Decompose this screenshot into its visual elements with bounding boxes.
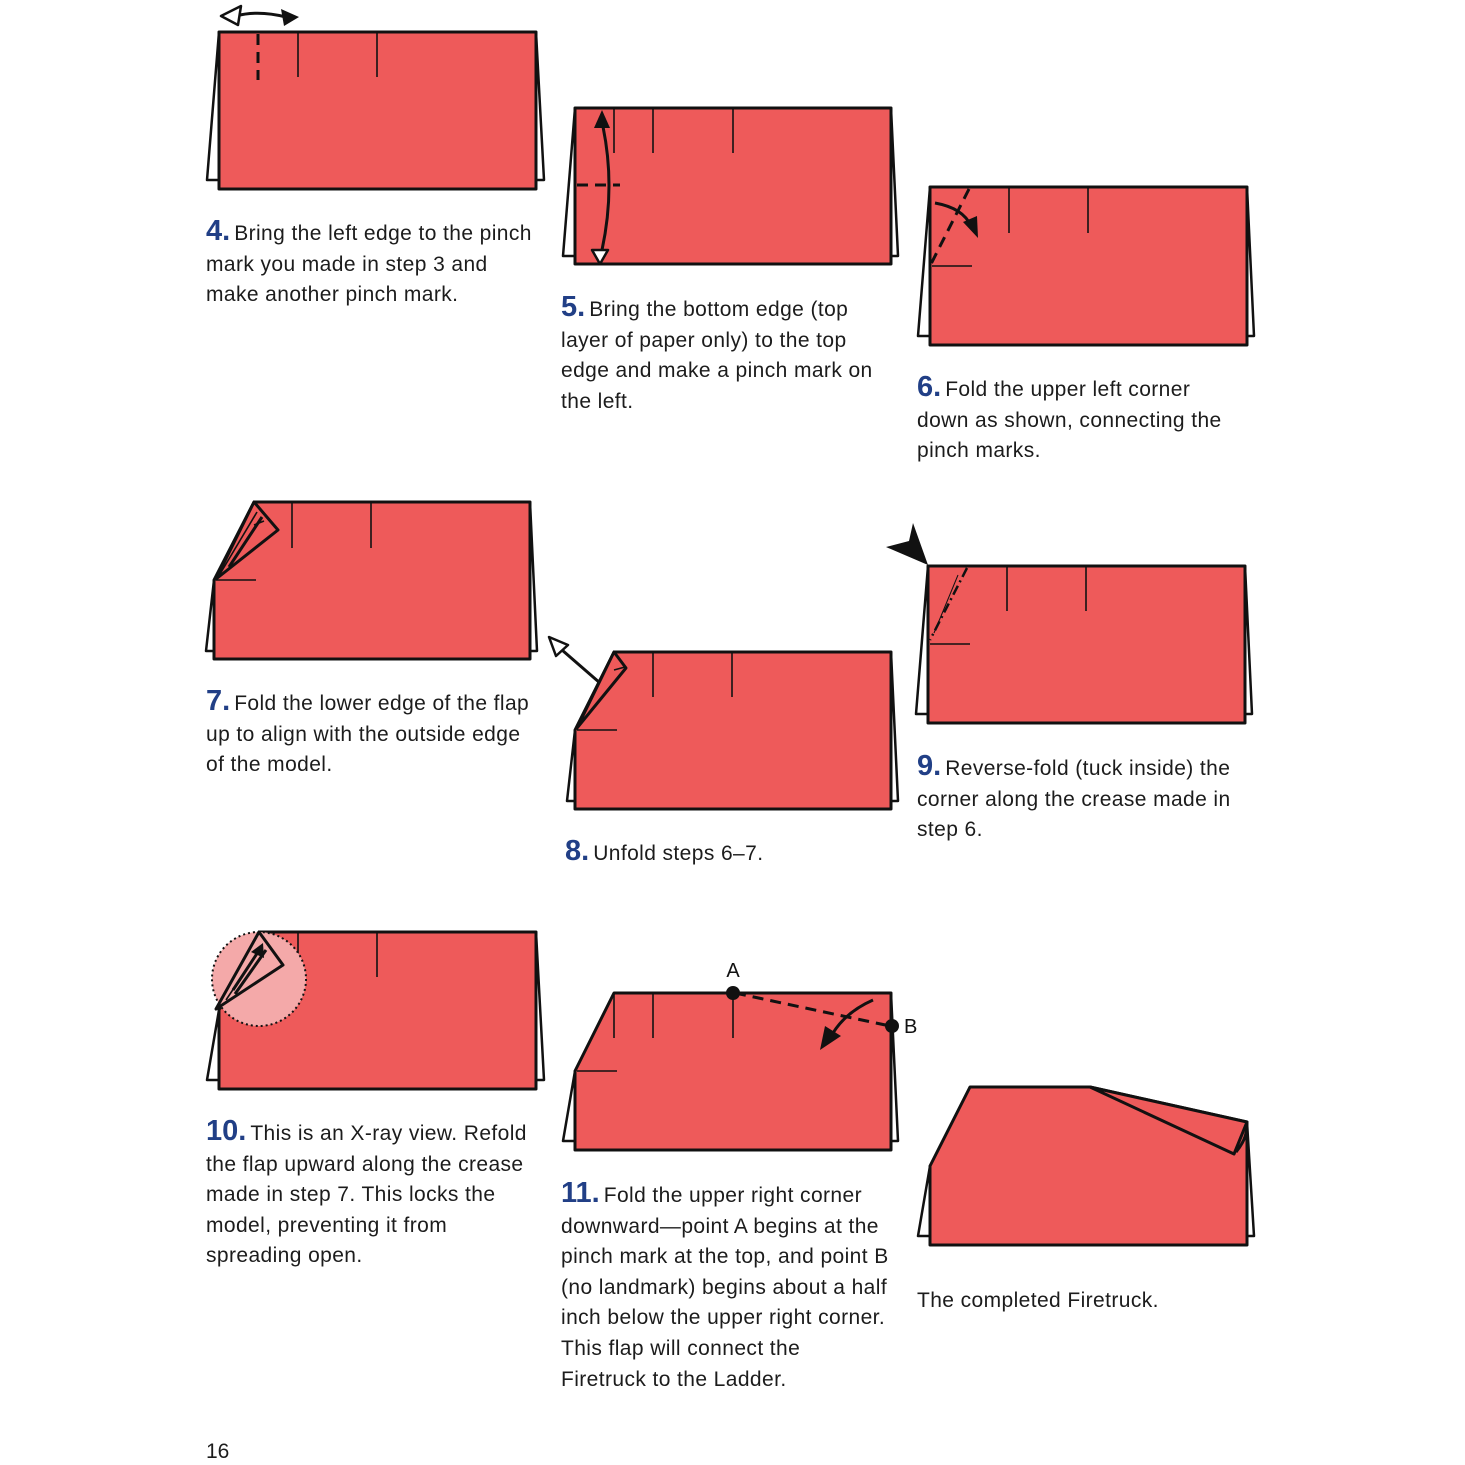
point-a-label: A — [726, 960, 740, 982]
step-number: 6. — [917, 371, 942, 403]
step-6-diagram — [905, 175, 1265, 355]
step-7-caption — [206, 686, 536, 781]
step-4-caption — [206, 216, 536, 311]
step-text: Fold the upper left corner down as shown, connecting the pinch marks. — [917, 378, 1222, 463]
point-b-label: B — [904, 1016, 918, 1038]
step-5-caption — [561, 292, 891, 417]
step-8-caption — [565, 836, 895, 870]
step-number: 4. — [206, 215, 231, 247]
final-caption: The completed Firetruck. — [917, 1289, 1159, 1312]
step-4-diagram — [200, 0, 550, 200]
step-number: 11. — [561, 1177, 600, 1209]
step-text: Unfold steps 6–7. — [593, 842, 764, 865]
step-9-caption — [917, 751, 1247, 846]
step-11-diagram — [555, 955, 935, 1155]
step-text: Fold the lower edge of the flap up to align with the outside edge of the model. — [206, 692, 530, 777]
step-11-caption — [561, 1178, 891, 1395]
completed-firetruck-diagram — [905, 1075, 1265, 1260]
step-10-caption — [206, 1116, 536, 1272]
step-number: 10. — [206, 1115, 247, 1147]
step-text: Reverse-fold (tuck inside) the corner along the crease made in step 6. — [917, 757, 1231, 842]
step-7-diagram — [200, 490, 550, 670]
step-10-diagram — [200, 920, 550, 1100]
step-text: Bring the bottom edge (top layer of paper only) to the top edge and make a pinch mark on the left. — [561, 298, 873, 413]
step-6-caption — [917, 372, 1247, 467]
step-8-diagram — [540, 630, 905, 820]
step-text: Bring the left edge to the pinch mark you made in step 3 and make another pinch mark. — [206, 222, 532, 307]
page-number: 16 — [206, 1440, 230, 1463]
step-number: 7. — [206, 685, 231, 717]
step-text: Fold the upper right corner downward—point A begins at the pinch mark at the top, and point B (no landmark) begins about a half inch below the upper right corner. This flap will connect the Firetruck to the Ladder. — [561, 1184, 889, 1391]
step-text: This is an X-ray view. Refold the flap upward along the crease made in step 7. This locks the model, preventing it from spreading open. — [206, 1122, 527, 1268]
step-number: 8. — [565, 835, 590, 867]
step-9-diagram — [880, 515, 1265, 735]
step-number: 9. — [917, 750, 942, 782]
step-number: 5. — [561, 291, 586, 323]
step-5-diagram — [555, 95, 905, 275]
